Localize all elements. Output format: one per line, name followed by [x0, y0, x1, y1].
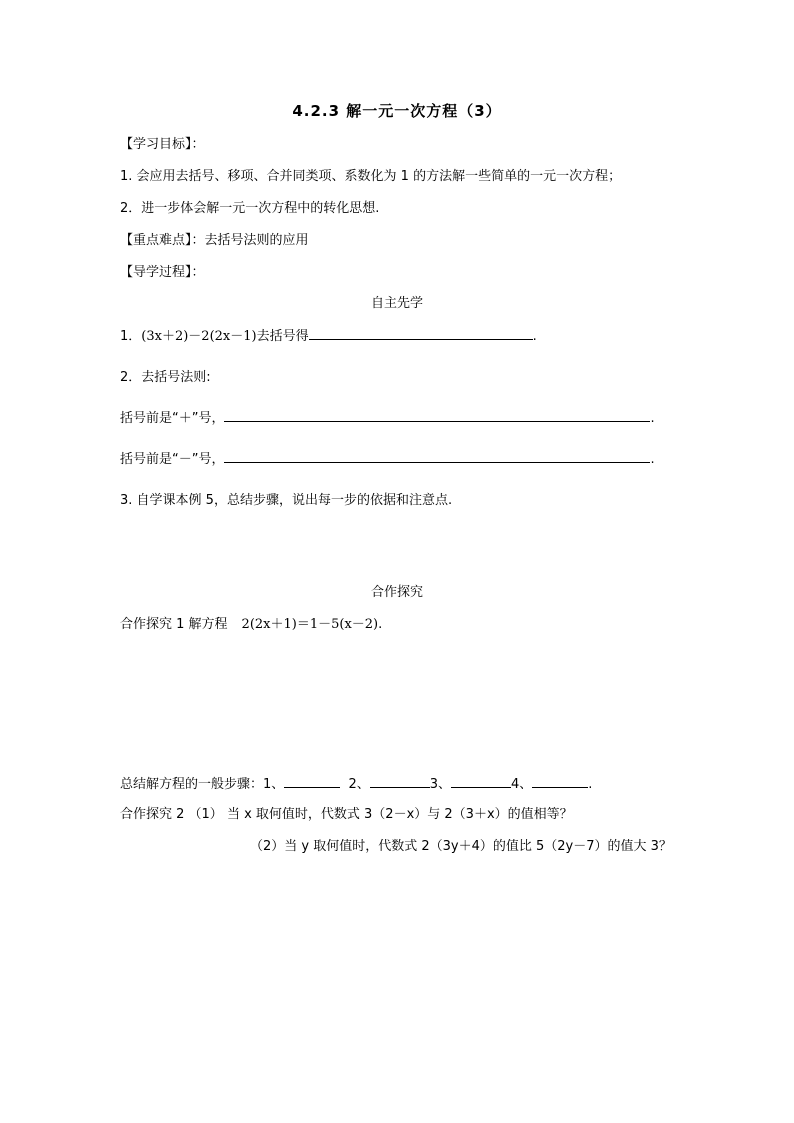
summary-step-4-blank[interactable]: [532, 775, 588, 788]
question-1-end: .: [532, 329, 537, 344]
explore-1-label: 合作探究 1 解方程: [120, 617, 228, 632]
summary-step-3-blank[interactable]: [451, 775, 511, 788]
page-title: 4.2.3 解一元一次方程（3）: [292, 102, 502, 120]
answer-blank-1[interactable]: [309, 327, 533, 340]
summary-step-4-number: 4、: [511, 777, 533, 792]
question-1-text: 去括号得: [256, 329, 309, 344]
question-3: 3. 自学课本例 5，总结步骤，说出每一步的依据和注意点.: [120, 493, 453, 508]
question-1-expression: (3x＋2)－2(2x－1): [141, 329, 257, 344]
rule-minus-blank[interactable]: [224, 450, 650, 463]
summary-steps: [120, 775, 592, 794]
question-2: 2．去括号法则:: [120, 370, 211, 385]
summary-step-1-blank[interactable]: [284, 775, 340, 788]
rule-minus-end: .: [650, 452, 655, 467]
rule-plus-label: 括号前是“＋”号，: [120, 411, 225, 426]
summary-step-2-number: 2、: [348, 777, 370, 792]
rule-plus-row: [120, 409, 655, 428]
explore-1: [120, 616, 382, 634]
summary-end: .: [588, 777, 593, 792]
rule-plus-end: .: [650, 411, 655, 426]
question-1-number: 1．: [120, 329, 142, 344]
keypoints-heading: 【重点难点】：: [120, 233, 205, 248]
process-heading: 【导学过程】：: [120, 265, 205, 280]
explore-2-question-2: （2）当 y 取何值时，代数式 2（3y＋4）的值比 5（2y－7）的值大 3？: [250, 839, 672, 854]
summary-step-1-number: 1、: [263, 777, 285, 792]
cooperate-heading: 合作探究: [370, 585, 423, 600]
explore-1-equation: 2(2x＋1)＝1－5(x－2).: [241, 617, 383, 632]
summary-label: 总结解方程的一般步骤：: [120, 777, 264, 792]
explore-2-question-1: 合作探究 2 （1） 当 x 取何值时，代数式 3（2－x）与 2（3＋x）的值相等？: [120, 807, 573, 822]
keypoints-row: [120, 232, 309, 250]
objective-item-1: 1. 会应用去括号、移项、合并同类项、系数化为 1 的方法解一些简单的一元一次方程；: [120, 169, 622, 184]
summary-step-2-blank[interactable]: [370, 775, 430, 788]
summary-step-3-number: 3、: [429, 777, 451, 792]
rule-plus-blank[interactable]: [224, 409, 650, 422]
objective-item-2: 2．进一步体会解一元一次方程中的转化思想.: [120, 201, 380, 216]
rule-minus-row: [120, 450, 655, 469]
objectives-heading: 【学习目标】：: [120, 137, 205, 152]
rule-minus-label: 括号前是“－”号，: [120, 452, 225, 467]
question-1: [120, 327, 537, 346]
self-study-heading: 自主先学: [370, 296, 423, 311]
keypoints-text: 去括号法则的应用: [204, 233, 309, 248]
